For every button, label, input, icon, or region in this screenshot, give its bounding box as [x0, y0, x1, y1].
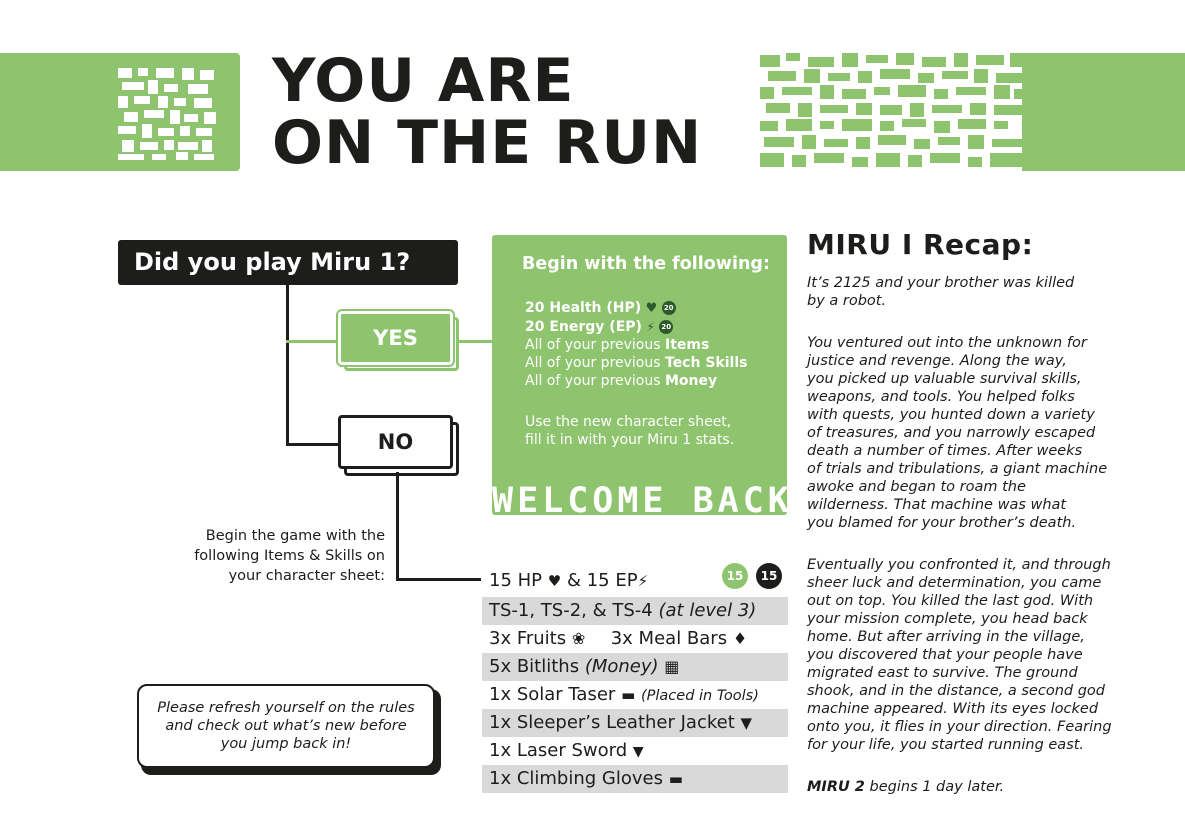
recap-line: It’s 2125 and your brother was killed [807, 275, 1075, 291]
header-band-right [1022, 53, 1185, 171]
yes-button[interactable]: YES [338, 311, 453, 365]
refresh-line-1: Please refresh yourself on the rules [157, 700, 415, 716]
flow-line-no-to-items [396, 578, 481, 581]
tech-skills-note: (at level 3) [658, 600, 757, 621]
tool-icon: ▬ [668, 770, 683, 788]
items-prefix: All of your previous [525, 337, 665, 353]
recap-line: your mission complete, you head back [807, 611, 1088, 627]
panel-energy: 20 Energy (EP) [525, 319, 642, 335]
money-word: Money [665, 373, 718, 389]
jacket-text: 1x Sleeper’s Leather Jacket [489, 712, 735, 733]
meal-bars-text: 3x Meal Bars [610, 628, 728, 649]
recap-line: wilderness. That machine was what [807, 497, 1067, 513]
tech-prefix: All of your previous [525, 355, 665, 371]
flow-line-no-down [396, 472, 399, 580]
panel-health: 20 Health (HP) [525, 300, 642, 316]
recap-line: You ventured out into the unknown for [807, 335, 1087, 351]
heart-icon: ♥ [547, 572, 562, 590]
recap-line: awoke and began to roam the [807, 479, 1026, 495]
panel-title: Begin with the following: [522, 254, 770, 274]
recap-title: MIRU I Recap: [807, 228, 1034, 261]
meal-bar-icon: ♦ [732, 629, 748, 648]
armor-icon: ▼ [740, 714, 753, 732]
weapon-icon: ▼ [632, 744, 644, 760]
item-row-solar-taser [482, 681, 788, 709]
gloves-text: 1x Climbing Gloves [489, 768, 663, 789]
miru2-bold: MIRU 2 [807, 779, 865, 795]
refresh-line-3: you jump back in! [220, 736, 352, 752]
items-word: Items [665, 337, 710, 353]
recap-line: for your life, you started running east. [807, 737, 1085, 753]
welcome-back-text: WELCOME BACK [492, 481, 793, 521]
no-button[interactable]: NO [338, 415, 453, 469]
health-badge: 20 [662, 301, 676, 315]
miru1-question: Did you play Miru 1? [118, 240, 458, 285]
recap-paragraph-3 [807, 556, 1137, 754]
recap-line: onto you, it flies in your direction. Fearing [807, 719, 1112, 735]
refresh-note [137, 684, 435, 768]
recap-line: migrated east to survive. The ground [807, 665, 1078, 681]
recap-line: home. But after arriving in the village, [807, 629, 1085, 645]
bitliths-text: 5x Bitliths [489, 656, 580, 677]
hp-text: 15 HP [489, 570, 543, 591]
recap-line: machine appeared. With its eyes locked [807, 701, 1099, 717]
recap-line: of treasures, and you narrowly escaped [807, 425, 1096, 441]
item-row-jacket [482, 709, 788, 737]
tool-icon: ▬ [621, 686, 636, 704]
tech-word: Tech Skills [665, 355, 748, 371]
recap-line: with quests, you hunted down a variety [807, 407, 1095, 423]
recap-line: sheer luck and determination, you came [807, 575, 1102, 591]
recap-line: of trials and tribulations, a giant machine [807, 461, 1108, 477]
fruit-icon: ❀ [571, 629, 586, 648]
recap-line: by a robot. [807, 293, 887, 309]
bitliths-note: (Money) [584, 656, 659, 677]
item-row-laser-sword [482, 737, 788, 765]
recap-line: death a number of times. After weeks [807, 443, 1083, 459]
solar-taser-note: (Placed in Tools) [640, 688, 759, 704]
panel-note [525, 413, 734, 449]
recap-paragraph-2 [807, 334, 1137, 532]
amp-text: & [566, 570, 581, 591]
lightning-icon: ⚡ [646, 320, 655, 334]
ep-badge: 15 [756, 563, 782, 589]
recap-line: justice and revenge. Along the way, [807, 353, 1067, 369]
tech-skills-text: TS-1, TS-2, & TS-4 [489, 600, 653, 621]
recap-paragraph-1 [807, 274, 1137, 310]
recap-line: you picked up valuable survival skills, [807, 371, 1082, 387]
money-icon: ▦ [664, 657, 680, 676]
page-title [272, 46, 703, 178]
title-line-1: YOU ARE [272, 46, 575, 116]
recap-line: you discovered that your people have [807, 647, 1083, 663]
laser-sword-text: 1x Laser Sword [489, 740, 628, 761]
recap-paragraph-4 [807, 778, 1137, 796]
solar-taser-text: 1x Solar Taser [489, 684, 616, 705]
item-row-food [482, 625, 788, 653]
hp-badge: 15 [722, 563, 748, 589]
pixel-pattern-left [118, 68, 216, 160]
heart-icon: ♥ [645, 301, 658, 316]
energy-badge: 20 [659, 320, 673, 334]
pixel-pattern-right [760, 53, 1022, 171]
item-row-tech-skills [482, 597, 788, 625]
flow-line-vertical [286, 285, 289, 445]
recap-line: shook, and in the distance, a second god [807, 683, 1105, 699]
panel-starting-list [525, 299, 747, 390]
miru2-rest: begins 1 day later. [864, 779, 1005, 795]
recap-line: you blamed for your brother’s death. [807, 515, 1077, 531]
title-line-2: ON THE RUN [272, 108, 703, 178]
item-row-gloves [482, 765, 788, 793]
no-instruction-text: Begin the game with the following Items & Skills on your character sheet: [194, 528, 385, 584]
item-row-bitliths [482, 653, 788, 681]
panel-note-line-2: fill it in with your Miru 1 stats. [525, 432, 735, 448]
money-prefix: All of your previous [525, 373, 665, 389]
flow-line-yes-to-panel [456, 340, 494, 343]
refresh-line-2: and check out what’s new before [165, 718, 407, 734]
recap-line: Eventually you confronted it, and through [807, 557, 1111, 573]
recap-line: weapons, and tools. You helped folks [807, 389, 1075, 405]
panel-note-line-1: Use the new character sheet, [525, 414, 732, 430]
fruits-text: 3x Fruits [489, 628, 567, 649]
ep-text: 15 EP [586, 570, 638, 591]
lightning-icon: ⚡ [637, 572, 649, 590]
flow-line-to-no [286, 443, 341, 446]
recap-line: out on top. You killed the last god. With [807, 593, 1094, 609]
flow-line-to-yes [286, 340, 341, 343]
